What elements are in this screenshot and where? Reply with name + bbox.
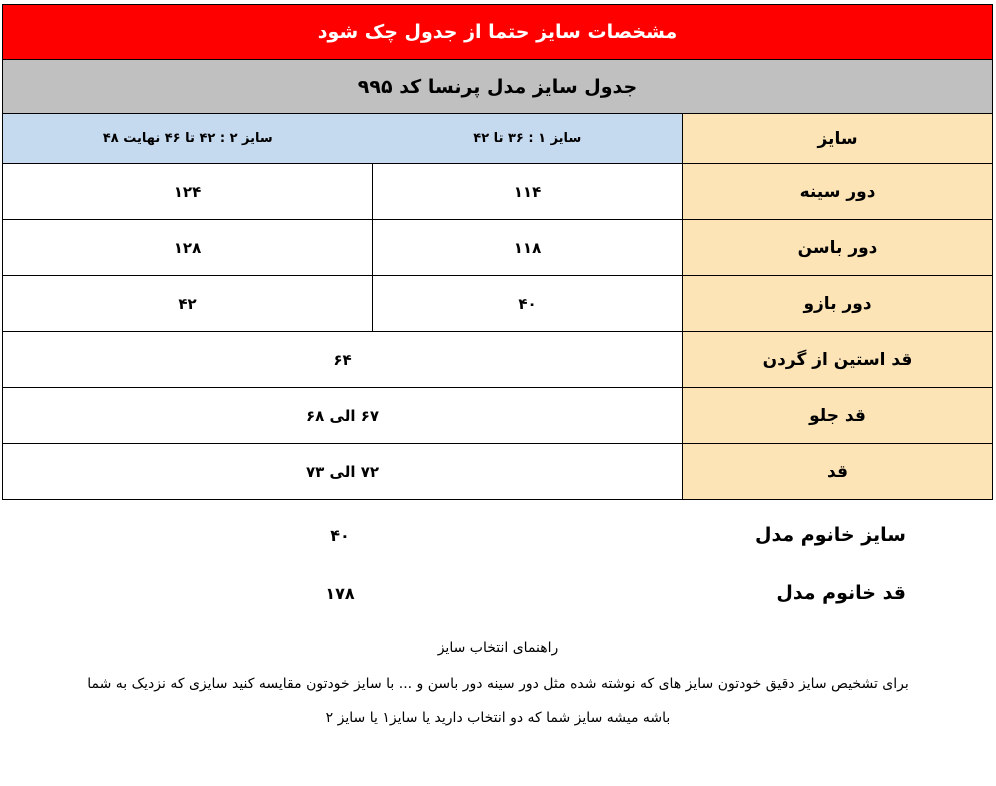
table-row xyxy=(3,276,993,332)
size1-value: ۴۰ xyxy=(373,276,683,332)
table-row xyxy=(3,444,993,500)
guide-line-2: باشه میشه سایز شما که دو انتخاب دارید یا سایز۱ یا سایز ۲ xyxy=(325,710,671,726)
table-title: جدول سایز مدل پرنسا کد ۹۹۵ xyxy=(3,60,993,114)
table-row xyxy=(3,388,993,444)
merged-value: ۷۲ الی ۷۳ xyxy=(3,444,683,500)
table-row xyxy=(3,332,993,388)
table-row xyxy=(3,164,993,220)
size2-header: سایز ۲ : ۴۲ تا ۴۶ نهایت ۴۸ xyxy=(3,114,373,164)
size2-value: ۴۲ xyxy=(3,276,373,332)
row-label: قد استین از گردن xyxy=(683,332,993,388)
title-row xyxy=(3,60,993,114)
header-row xyxy=(3,114,993,164)
row-label: دور باسن xyxy=(683,220,993,276)
guide-title: راهنمای انتخاب سایز xyxy=(437,640,559,656)
size2-value: ۱۲۴ xyxy=(3,164,373,220)
banner-row xyxy=(3,5,993,60)
size1-value: ۱۱۴ xyxy=(373,164,683,220)
row-label: دور سینه xyxy=(683,164,993,220)
row-label: قد xyxy=(683,444,993,500)
guide-line-1: برای تشخیص سایز دقیق خودتون سایز های که نوشته شده مثل دور سینه دور باسن و ... با سایز خودتون مقایسه کنید سایزی که نزدیک به شما xyxy=(87,676,909,692)
size-table xyxy=(2,4,993,500)
size1-header: سایز ۱ : ۳۶ تا ۴۲ xyxy=(373,114,683,164)
model-height-label: قد خانوم مدل xyxy=(776,582,906,604)
row-label: قد جلو xyxy=(683,388,993,444)
size1-value: ۱۱۸ xyxy=(373,220,683,276)
merged-value: ۶۷ الی ۶۸ xyxy=(3,388,683,444)
model-size-value: ۴۰ xyxy=(330,526,350,545)
merged-value: ۶۴ xyxy=(3,332,683,388)
table-row xyxy=(3,220,993,276)
banner: مشخصات سایز حتما از جدول چک شود xyxy=(3,5,993,60)
model-height-value: ۱۷۸ xyxy=(325,584,355,603)
size2-value: ۱۲۸ xyxy=(3,220,373,276)
row-label: دور بازو xyxy=(683,276,993,332)
header-label: سایز xyxy=(683,114,993,164)
model-size-label: سایز خانوم مدل xyxy=(754,524,906,546)
